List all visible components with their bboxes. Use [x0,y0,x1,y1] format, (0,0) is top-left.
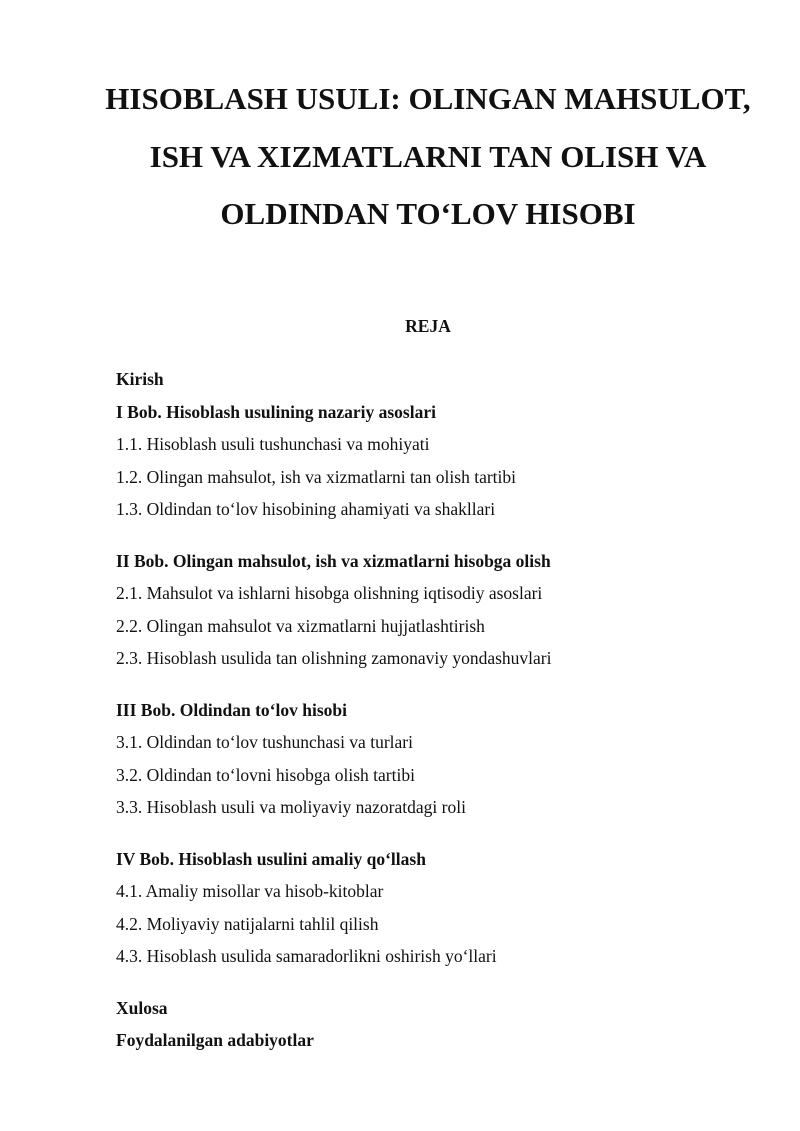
toc-item-3-2: 3.2. Oldindan to‘lovni hisobga olish tartibi [116,764,415,785]
toc-item-4-1: 4.1. Amaliy misollar va hisob-kitoblar [116,881,384,901]
toc-item-3-3: 3.3. Hisoblash usuli va moliyaviy nazoratdagi roli [116,797,466,817]
chapter-2-heading: II Bob. Olingan mahsulot, ish va xizmatlarni hisobga olish [116,550,551,571]
toc-item-2-2: 2.2. Olingan mahsulot va xizmatlarni hujjatlashtirish [116,615,485,636]
toc-conclusion: Xulosa [116,997,168,1018]
plan-heading: REJA [405,316,451,336]
document-title: HISOBLASH USULI: OLINGAN MAHSULOT, ISH VA XIZMATLARNI TAN OLISH VA OLDINDAN TO‘LOV HISOBI [105,81,751,231]
toc-item-1-3: 1.3. Oldindan to‘lov hisobining ahamiyati va shakllari [116,499,496,519]
toc-item-4-3: 4.3. Hisoblash usulida samaradorlikni oshirish yo‘llari [116,946,497,966]
toc-item-2-1: 2.1. Mahsulot va ishlarni hisobga olishning iqtisodiy asoslari [116,583,543,603]
toc-item-1-2: 1.2. Olingan mahsulot, ish va xizmatlarni tan olish tartibi [116,466,517,487]
chapter-4-heading: IV Bob. Hisoblash usulini amaliy qo‘llash [116,848,426,869]
toc-item-2-3: 2.3. Hisoblash usulida tan olishning zamonaviy yondashuvlari [116,648,552,668]
table-of-contents [116,368,756,1062]
toc-item-3-1: 3.1. Oldindan to‘lov tushunchasi va turlari [116,732,413,752]
chapter-3-heading: III Bob. Oldindan to‘lov hisobi [116,699,347,720]
toc-item-4-2: 4.2. Moliyaviy natijalarni tahlil qilish [116,913,379,934]
toc-intro: Kirish [116,369,164,389]
chapter-1-heading: I Bob. Hisoblash usulining nazariy asoslari [116,401,436,422]
toc-references: Foydalanilgan adabiyotlar [116,1030,314,1050]
toc-item-1-1: 1.1. Hisoblash usuli tushunchasi va mohiyati [116,434,430,454]
